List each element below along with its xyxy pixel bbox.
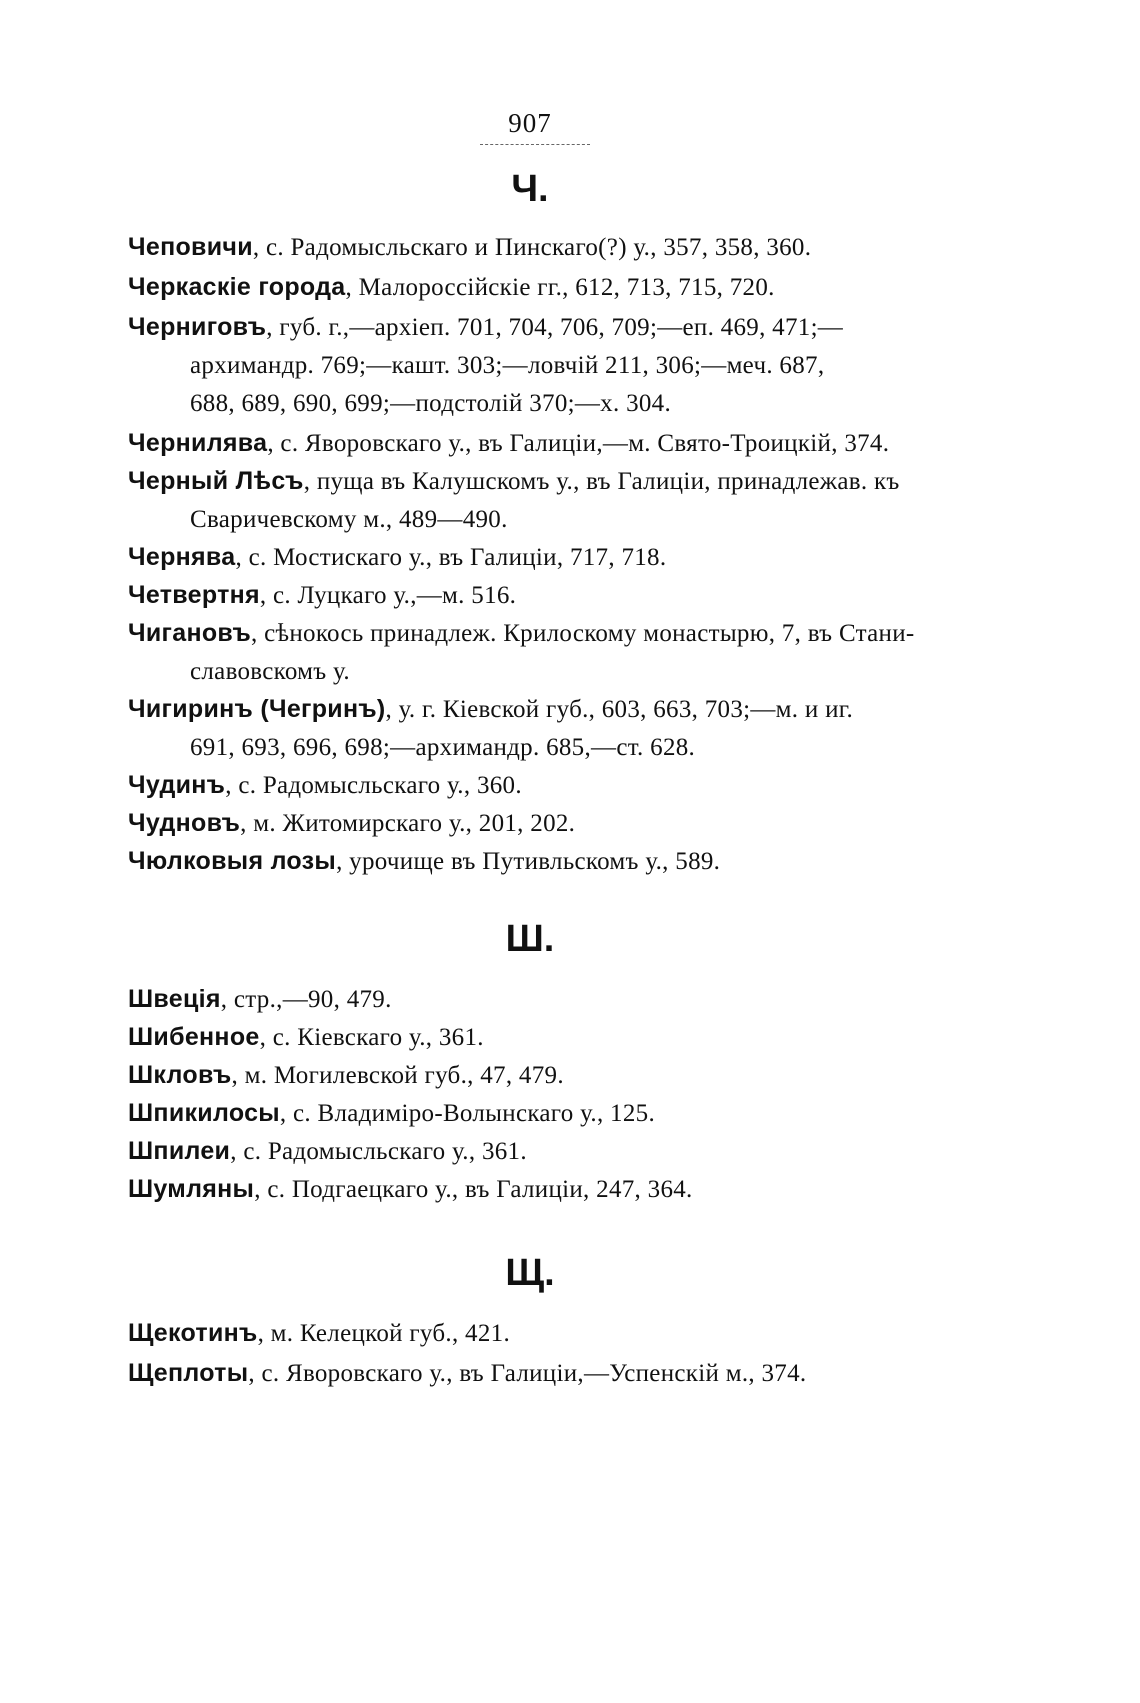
index-entry bbox=[128, 424, 948, 463]
entry-term: Четвертня bbox=[128, 581, 260, 609]
entry-term: Чудинъ bbox=[128, 771, 226, 799]
section-letter-sha: Ш. bbox=[505, 918, 555, 960]
entry-term: Щекотинъ bbox=[128, 1319, 258, 1347]
entry-term: Чернява bbox=[128, 543, 236, 571]
entry-text: , у. г. Кіевской губ., 603, 663, 703;—м. и иг. bbox=[385, 696, 854, 723]
entry-continuation: славовскомъ у. bbox=[190, 658, 350, 685]
section-letter-che: Ч. bbox=[511, 168, 549, 210]
entry-term: Черный Лѣсъ bbox=[128, 467, 304, 495]
entry-text: , м. Житомирскаго у., 201, 202. bbox=[240, 810, 576, 837]
entry-text: , м. Келецкой губ., 421. bbox=[257, 1320, 511, 1347]
entry-term: Чюлковыя лозы bbox=[128, 847, 337, 875]
index-entry bbox=[128, 1354, 948, 1393]
entry-term: Чеповичи bbox=[128, 233, 253, 261]
entry-text: , с. Мостискаго у., въ Галиціи, 717, 718. bbox=[235, 544, 667, 571]
index-entry bbox=[128, 804, 948, 843]
index-entry bbox=[128, 690, 948, 767]
index-entry bbox=[128, 268, 948, 307]
index-entry bbox=[128, 576, 948, 615]
entry-text: , с. Луцкаго у.,—м. 516. bbox=[259, 582, 517, 609]
index-entry bbox=[128, 980, 948, 1019]
entry-term: Чернилява bbox=[128, 429, 268, 457]
entry-term: Шкловъ bbox=[128, 1061, 232, 1089]
index-entry bbox=[128, 766, 948, 805]
entry-term: Чигановъ bbox=[128, 619, 251, 647]
index-entry bbox=[128, 538, 948, 577]
entry-text: , урочище въ Путивльскомъ у., 589. bbox=[336, 848, 721, 875]
entry-term: Шумляны bbox=[128, 1175, 255, 1203]
entry-term: Чигиринъ (Чегринъ) bbox=[128, 695, 386, 723]
index-entry bbox=[128, 462, 948, 539]
index-entry bbox=[128, 614, 948, 691]
index-entry bbox=[128, 1314, 948, 1353]
entry-term: Черниговъ bbox=[128, 313, 267, 341]
index-entry bbox=[128, 842, 948, 881]
entry-text: , губ. г.,—архіеп. 701, 704, 706, 709;—еп. 469, 471;— bbox=[266, 314, 844, 341]
section-letter-shcha: Щ. bbox=[505, 1252, 555, 1294]
index-entry bbox=[128, 1170, 948, 1209]
entry-term: Черкаскіе города bbox=[128, 273, 346, 301]
entry-text: , с. Радомысльскаго и Пинскаго(?) у., 357, 358, 360. bbox=[252, 234, 812, 261]
entry-text: , с. Яворовскаго у., въ Галиціи,—м. Свято-Троицкій, 374. bbox=[267, 430, 890, 457]
index-entry bbox=[128, 1132, 948, 1171]
entry-text: , сѣнокось принадлеж. Крилоскому монастырю, 7, въ Стани- bbox=[251, 620, 915, 647]
entry-text: , м. Могилевской губ., 47, 479. bbox=[231, 1062, 564, 1089]
entry-term: Шпикилосы bbox=[128, 1099, 280, 1127]
entry-text: , стр.,—90, 479. bbox=[220, 986, 392, 1013]
entry-continuation: 691, 693, 696, 698;—архимандр. 685,—ст. 628. bbox=[190, 734, 696, 761]
page-number: 907 bbox=[508, 108, 552, 138]
entry-text: , с. Владиміро-Волынскаго у., 125. bbox=[279, 1100, 655, 1127]
index-entry bbox=[128, 1018, 948, 1057]
entry-term: Чудновъ bbox=[128, 809, 241, 837]
entry-text: , с. Яворовскаго у., въ Галиціи,—Успенскій м., 374. bbox=[248, 1360, 807, 1387]
entry-term: Щеплоты bbox=[128, 1359, 249, 1387]
entry-term: Швеція bbox=[128, 985, 221, 1013]
entry-text: , с. Радомысльскаго у., 361. bbox=[230, 1138, 527, 1165]
index-entry bbox=[128, 308, 948, 423]
entry-text: , с. Подгаецкаго у., въ Галиціи, 247, 364. bbox=[254, 1176, 693, 1203]
entry-term: Шибенное bbox=[128, 1023, 260, 1051]
entry-continuation: 688, 689, 690, 699;—подстолій 370;—х. 304. bbox=[190, 390, 672, 417]
index-entry bbox=[128, 1094, 948, 1133]
entry-term: Шпилеи bbox=[128, 1137, 231, 1165]
index-entry bbox=[128, 1056, 948, 1095]
entry-text: , пуща въ Калушскомъ у., въ Галиціи, принадлежав. къ bbox=[303, 468, 900, 495]
entry-text: , с. Радомысльскаго у., 360. bbox=[225, 772, 522, 799]
entry-continuation: Сваричевскому м., 489—490. bbox=[190, 506, 508, 533]
entry-text: , с. Кіевскаго у., 361. bbox=[259, 1024, 484, 1051]
index-entry bbox=[128, 228, 948, 267]
header-rule bbox=[480, 144, 590, 145]
entry-text: , Малороссійскіе гг., 612, 713, 715, 720. bbox=[345, 274, 775, 301]
entry-continuation: архимандр. 769;—кашт. 303;—ловчій 211, 306;—меч. 687, bbox=[190, 352, 825, 379]
